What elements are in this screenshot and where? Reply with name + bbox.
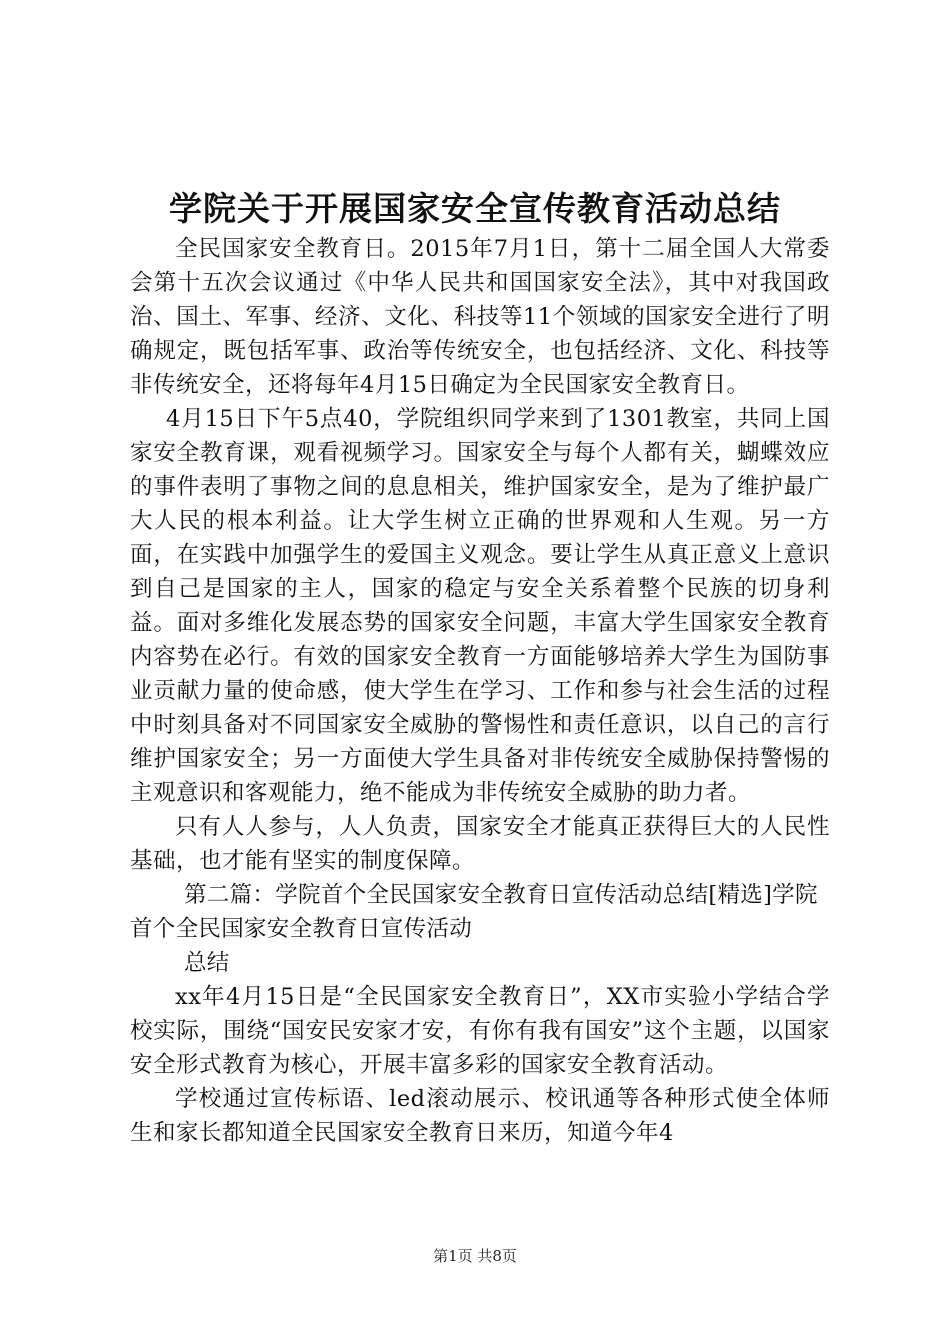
paragraph-5: 学校通过宣传标语、led滚动展示、校讯通等各种形式使全体师生和家长都知道全民国家安全教育日来历，知道今年4: [130, 1086, 830, 1146]
document-body: [130, 232, 830, 1150]
section-heading-tail: 总结: [184, 950, 230, 976]
paragraph-3: 只有人人参与，人人负责，国家安全才能真正获得巨大的人民性基础，也才能有坚实的制度保障。: [130, 814, 830, 874]
paragraph-2: 4月15日下午5点40，学院组织同学来到了1301教室，共同上国家安全教育课，观看视频学习。国家安全与每个人都有关，蝴蝶效应的事件表明了事物之间的息息相关，维护国家安全，是为了维护最广大人民的根本利益。让大学生树立正确的世界观和人生观。另一方面，在实践中加强学生的爱国主义观念。要让学生从真正意义上意识到自己是国家的主人，国家的稳定与安全关系着整个民族的切身利益。面对多维化发展态势的国家安全问题，丰富大学生国家安全教育内容势在必行。有效的国家安全教育一方面能够培养大学生为国防事业贡献力量的使命感，使大学生在学习、工作和参与社会生活的过程中时刻具备对不同国家安全威胁的警惕性和责任意识，以自己的言行维护国家安全；另一方面使大学生具备对非传统安全威胁保持警惕的主观意识和客观能力，绝不能成为非传统安全威胁的助力者。: [130, 406, 830, 806]
paragraph-1: 全民国家安全教育日。2015年7月1日，第十二届全国人大常委会第十五次会议通过《中华人民共和国国家安全法》，其中对我国政治、国土、军事、经济、文化、科技等11个领域的国家安全进行了明确规定，既包括军事、政治等传统安全，也包括经济、文化、科技等非传统安全，还将每年4月15日确定为全民国家安全教育日。: [130, 236, 830, 398]
document-title: 学院关于开展国家安全宣传教育活动总结: [169, 189, 781, 228]
section-heading: 第二篇：学院首个全民国家安全教育日宣传活动总结[精选]学院首个全民国家安全教育日宣传活动: [130, 882, 818, 942]
page-footer: 第1页 共8页: [433, 1247, 517, 1265]
paragraph-4: xx年4月15日是“全民国家安全教育日”，XX市实验小学结合学校实际，围绕“国安民安家才安，有你有我有国安”这个主题，以国家安全形式教育为核心，开展丰富多彩的国家安全教育活动。: [130, 984, 830, 1078]
